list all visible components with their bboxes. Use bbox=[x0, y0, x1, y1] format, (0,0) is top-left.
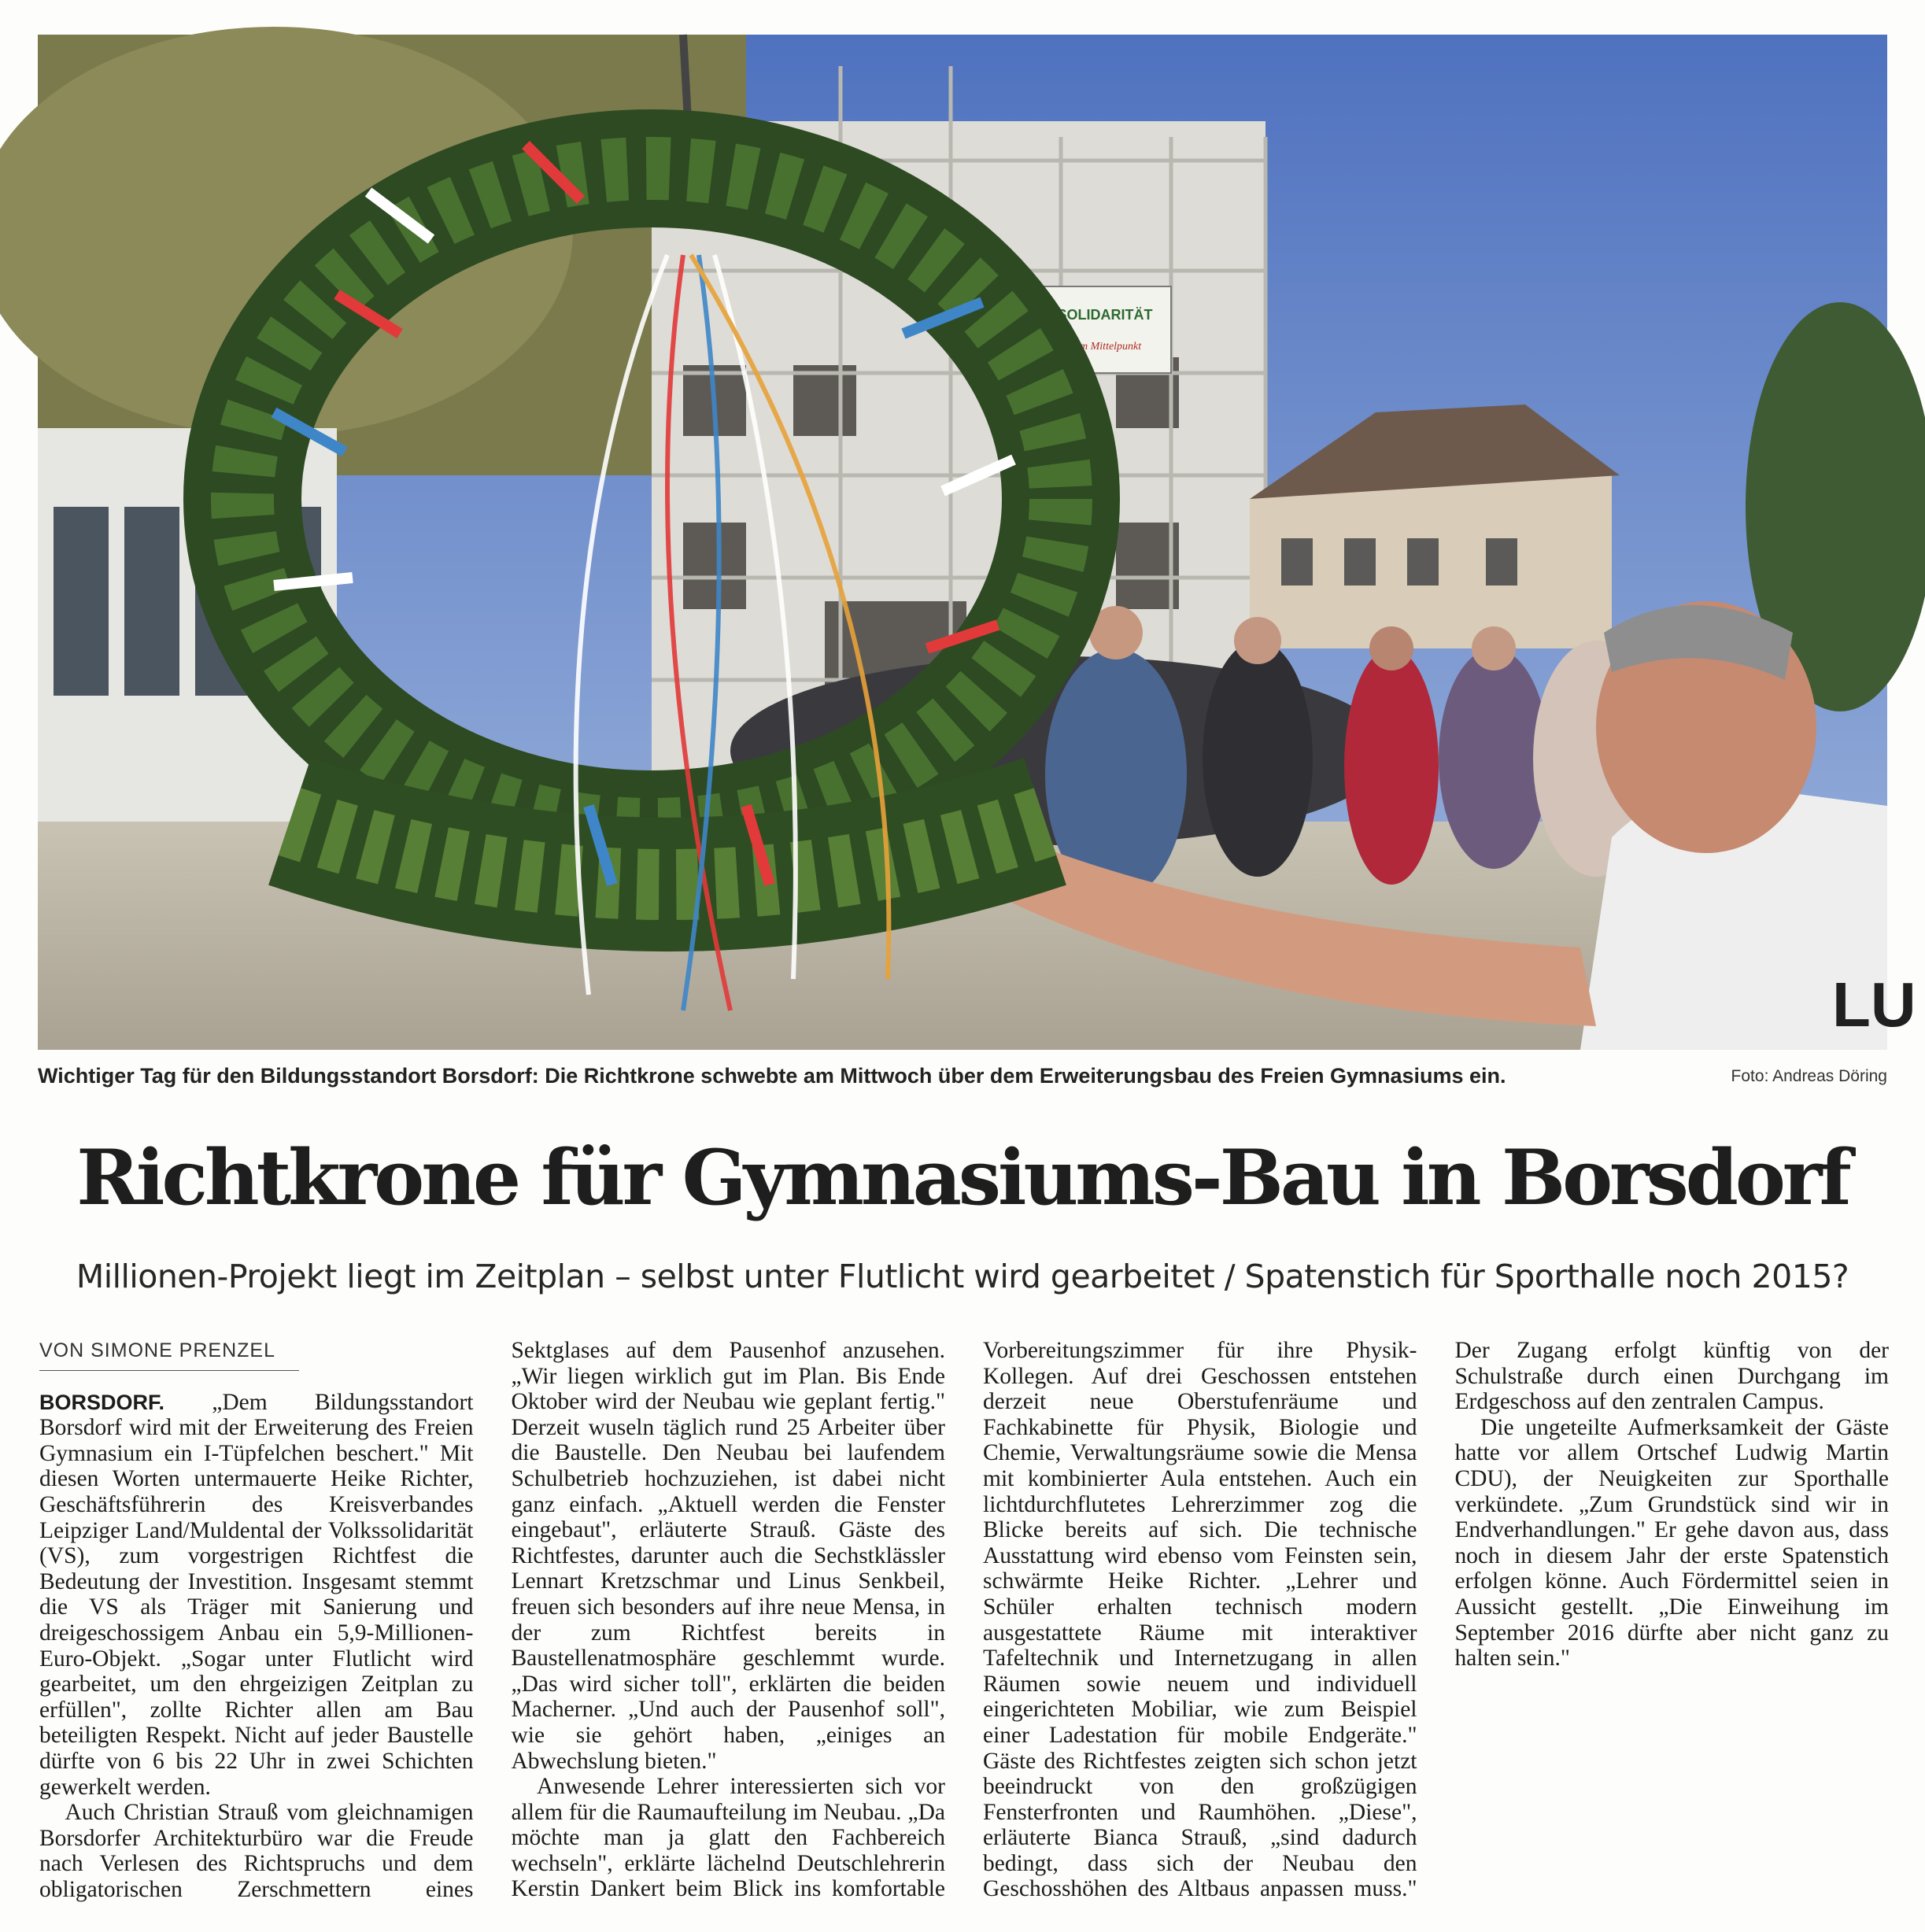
paragraph-1-text: „Dem Bildungsstandort Borsdorf wird mit der Erweiterung des Freien Gymnasium ein I-Tüpfelchen beschert." Mit diesen Worten untermauerte Heike Richter, Geschäftsführerin des Kreisverbandes Leipziger Land/Muldental der Volkssolidarität (VS), zum vorgestrigen Richtfest die Bedeutung der Investition. Insgesamt stemmt die VS als Träger mit Sanierung und dreigeschossigem Anbau ein 5,9-Millionen-Euro-Objekt. „Sogar unter Flutlicht wird gearbeitet, um den ehrgeizigen Zeitplan zu erfüllen", zollte Richter allen am Bau beteiligten Respekt. Nicht auf jeder Baustelle dürfte von 6 bis 22 Uhr in zwei Schichten gewerkelt werden. bbox=[39, 1389, 474, 1800]
headline: Richtkrone für Gymnasiums-Bau in Borsdorf bbox=[76, 1133, 1849, 1222]
banner-subtitle: Der Mensch im Mittelpunkt bbox=[1019, 341, 1142, 353]
photo-scene bbox=[38, 35, 1916, 1050]
caption-text: Wichtiger Tag für den Bildungsstandort Borsdorf: Die Richtkrone schwebte am Mittwoch über dem Erweiterungsbau des Freien Gymnasiums ein. bbox=[38, 1064, 1506, 1088]
paragraph-4: Die ungeteilte Aufmerksamkeit der Gäste hatte vor allem Ortschef Ludwig Martin CDU), der Neuigkeiten zur Sporthalle verkündete. „Zum Grundstück sind wir in Endverhandlungen." Er gehe davon aus, dass noch in diesem Jahr der erste Spatenstich erfolgen könne. Auch Fördermittel seien in Aussicht gestellt. „Die Einweihung im September 2016 dürfte aber nicht ganz zu halten sein." bbox=[1454, 1414, 1889, 1672]
news-photo bbox=[38, 35, 1916, 1050]
dateline: BORSDORF. bbox=[39, 1390, 165, 1414]
paragraph-2: Auch Christian Strauß vom gleichnamigen Borsdorfer Architekturbüro war die Freude nach Verlesen des Richtspruchs und dem obligatorischen Zerschmettern eines Sektglases auf dem Pausenhof anzusehen. „Wir liegen wirklich gut im Plan. Bis Ende Oktober wird der Neubau wie geplant fertig." Derzeit wuseln täglich rund 25 Arbeiter über die Baustelle. Den Neubau bei laufendem Schulbetrieb hochzuziehen, ist dabei nicht ganz einfach. „Aktuell werden die Fenster eingebaut", erläuterte Strauß. Gäste des Richtfestes, darunter auch die Sechstklässler Lennart Kretzschmar und Linus Senkbeil, freuen sich besonders auf ihre neue Mensa, in der zum Richtfest bereits in Baustellenatmosphäre geschlemmt wurde. „Das wird sicher toll", erklärten die beiden Macherner. „Und auch der Pausenhof soll", wie sie gehört haben, „einiges an Abwechslung bieten." bbox=[39, 1338, 945, 1902]
byline: VON SIMONE PRENZEL bbox=[39, 1338, 299, 1371]
banner-title: VOLKSSOLIDARITÄT bbox=[1008, 307, 1153, 323]
photo-credit: Foto: Andreas Döring bbox=[1731, 1067, 1887, 1085]
article-body bbox=[39, 1338, 1889, 1920]
paragraph-1 bbox=[39, 1390, 474, 1801]
subheadline: Millionen-Projekt liegt im Zeitplan – selbst unter Flutlicht wird gearbeitet / Spatenstich für Sporthalle noch 2015? bbox=[76, 1258, 1849, 1295]
shirt-lettering: LU bbox=[1832, 970, 1916, 1040]
photo-caption bbox=[38, 1061, 1887, 1095]
paragraph-3: Anwesende Lehrer interessierten sich vor allem für die Raumaufteilung im Neubau. „Da möchte man ja glatt den Fachbereich wechseln", erklärte lächelnd Deutschlehrerin Kerstin Dankert beim Blick ins komfortable Vorbereitungszimmer für ihre Physik-Kollegen. Auf drei Geschossen entstehen derzeit neue Oberstufenräume und Fachkabinette für Physik, Biologie und Chemie, Verwaltungsräume sowie die Mensa mit kombinierter Aula entstehen. Auch ein lichtdurchflutetes Lehrerzimmer zog die Blicke bereits auf sich. Die technische Ausstattung wird ebenso vom Feinsten sein, schwärmte Heike Richter. „Lehrer und Schüler erhalten technisch modern ausgestattete Räume mit interaktiver Tafeltechnik und Internetzugang in allen Räumen sowie neuem und individuell eingerichteten Mobiliar, wie zum Beispiel einer Ladestation für mobile Endgeräte." Gäste des Richtfestes zeigten sich schon jetzt beeindruckt von den großzügigen Fensterfronten und Raumhöhen. „Diese", erläuterte Bianca Strauß, „sind dadurch bedingt, dass sich der Neubau den Geschosshöhen des Altbaus anpassen muss." Der Zugang erfolgt künftig von der Schulstraße durch einen Durchgang im Erdgeschoss auf den zentralen Campus. bbox=[511, 1338, 1889, 1902]
